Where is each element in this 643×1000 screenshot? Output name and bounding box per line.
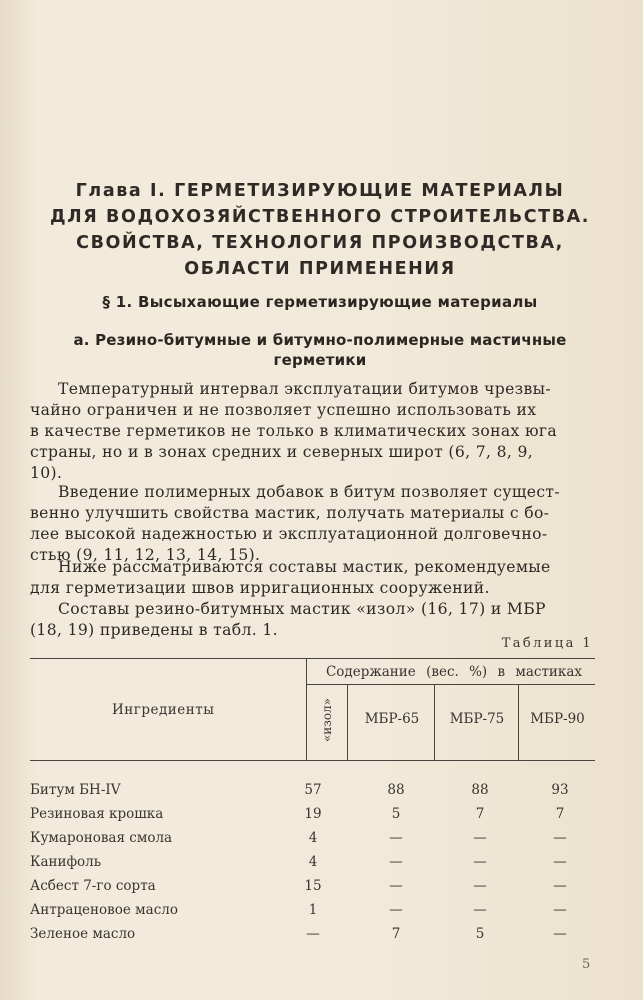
table-cell-name: Канифоль [30, 854, 102, 870]
table-cell-value: — [473, 830, 487, 846]
text-line: (18, 19) приведены в табл. 1. [30, 621, 278, 639]
text-line: Составы резино-битумных мастик «изол» (16, 17) и МБР [58, 600, 546, 618]
table-top-rule [30, 658, 595, 659]
body-paragraph [30, 482, 600, 566]
table-cell-name: Резиновая крошка [30, 806, 164, 822]
table-cell-value: — [553, 830, 567, 846]
text-line: Ниже рассматриваются составы мастик, рекомендуемые [58, 558, 551, 576]
table-cell-value: 1 [308, 902, 318, 918]
table-cell-value: 4 [308, 854, 318, 870]
table-cell-value: — [389, 830, 403, 846]
text-line: стью (9, 11, 12, 13, 14, 15). [30, 546, 261, 564]
table-col-header: МБР-75 [449, 711, 505, 727]
table-cell-name: Зеленое масло [30, 926, 136, 942]
chapter-heading [40, 178, 600, 282]
text-line: лее высокой надежностью и эксплуатационной долговечно- [30, 525, 548, 543]
body-paragraph [30, 557, 600, 599]
table-cell-value: — [389, 854, 403, 870]
text-line: страны, но и в зонах средних и северных широт (6, 7, 8, 9, [30, 443, 534, 461]
text-line: Температурный интервал эксплуатации битумов чрезвы- [58, 380, 552, 398]
table-cell-name: Антраценовое масло [30, 902, 178, 918]
text-line: чайно ограничен и не позволяет успешно использовать их [30, 401, 537, 419]
table-column-rule [347, 684, 348, 760]
text-line: в качестве герметиков не только в климатических зонах юга [30, 422, 558, 440]
text-line: Введение полимерных добавок в битум позволяет сущест- [58, 483, 561, 501]
table-caption: Таблица 1 [501, 636, 593, 651]
chapter-heading-line: СВОЙСТВА, ТЕХНОЛОГИЯ ПРОИЗВОДСТВА, [76, 233, 564, 253]
table-cell-value: 7 [555, 806, 565, 822]
table-cell-value: — [553, 878, 567, 894]
table-cell-name: Кумароновая смола [30, 830, 173, 846]
table-cell-value: 88 [471, 782, 489, 798]
chapter-heading-line: ДЛЯ ВОДОХОЗЯЙСТВЕННОГО СТРОИТЕЛЬСТВА. [49, 207, 591, 227]
table-cell-value: 7 [475, 806, 485, 822]
table-cell-value: — [473, 902, 487, 918]
table-column-rule [306, 658, 307, 760]
table-cell-value: — [553, 926, 567, 942]
table-cell-value: 4 [308, 830, 318, 846]
table-cell-value: — [553, 854, 567, 870]
table-cell-value: 19 [304, 806, 322, 822]
subsection-title-line: герметики [273, 351, 367, 369]
table-col-header: МБР-65 [364, 711, 420, 727]
table-cell-value: — [473, 878, 487, 894]
subsection-title-line: а. Резино-битумные и битумно-полимерные мастичные [73, 331, 567, 349]
table-header-bottom-rule [30, 760, 595, 761]
table-cell-value: — [553, 902, 567, 918]
text-line: для герметизации швов ирригационных сооружений. [30, 579, 490, 597]
page-number: 5 [582, 957, 591, 972]
body-paragraph [30, 599, 600, 641]
table-column-rule [434, 684, 435, 760]
table-cell-name: Асбест 7-го сорта [30, 878, 156, 894]
subsection-title [40, 330, 600, 370]
table-cell-value: 57 [304, 782, 322, 798]
table-cell-value: 5 [475, 926, 485, 942]
table-cell-value: 93 [551, 782, 569, 798]
table-cell-value: — [389, 878, 403, 894]
chapter-heading-line: Глава I. ГЕРМЕТИЗИРУЮЩИЕ МАТЕРИАЛЫ [75, 181, 565, 201]
table-cell-value: 15 [304, 878, 322, 894]
table-header-group: Содержание (вес. %) в мастиках [325, 664, 583, 680]
text-line: 10). [30, 464, 63, 482]
table-col-header: МБР-90 [530, 711, 585, 727]
section-title: § 1. Высыхающие герметизирующие материалы [102, 293, 538, 311]
table-column-rule [518, 684, 519, 760]
table-cell-value: 7 [391, 926, 401, 942]
table-cell-value: 5 [391, 806, 401, 822]
table-cell-value: — [473, 854, 487, 870]
table-cell-value: — [389, 902, 403, 918]
table-group-rule [306, 684, 595, 685]
table-cell-name: Битум БН-IV [30, 782, 121, 798]
table-col-header: «изол» [320, 697, 334, 743]
table-cell-value: 88 [387, 782, 405, 798]
text-line: венно улучшить свойства мастик, получать материалы с бо- [30, 504, 550, 522]
table-cell-value: — [306, 926, 320, 942]
chapter-heading-line: ОБЛАСТИ ПРИМЕНЕНИЯ [184, 259, 456, 279]
body-paragraph [30, 379, 600, 484]
table-header-ingredients: Ингредиенты [112, 702, 215, 718]
